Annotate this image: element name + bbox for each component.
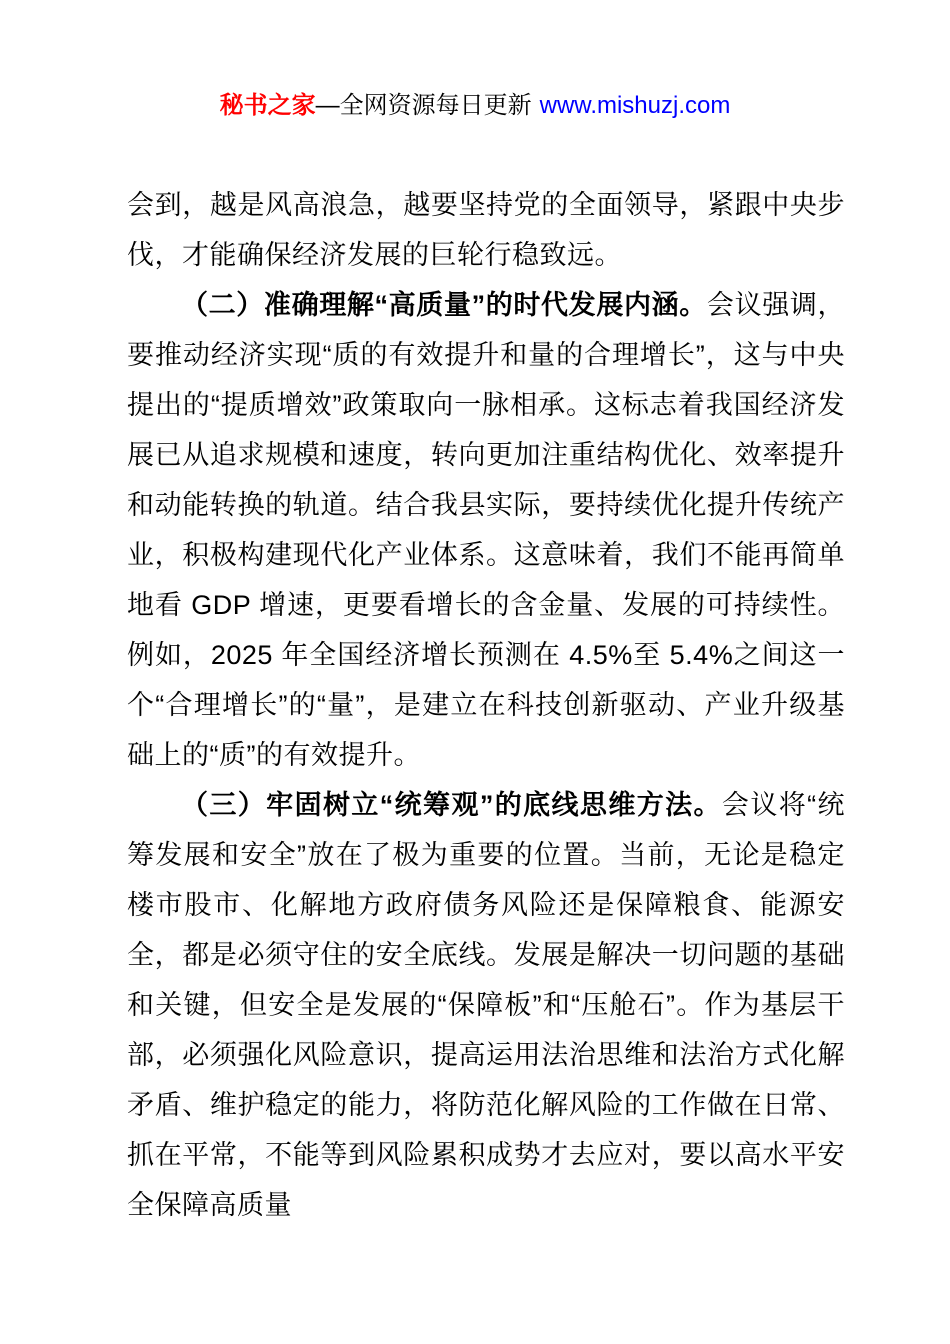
site-name: 秘书之家 [219,92,316,119]
document-body [127,180,845,1230]
paragraph-lead: （二）准确理解“高质量”的时代发展内涵。 [181,290,707,320]
paragraph-lead: （三）牢固树立“统筹观”的底线思维方法。 [181,790,722,820]
paragraph-section-two [127,280,845,780]
page-header [0,88,950,124]
paragraph-text: 会到，越是风高浪急，越要坚持党的全面领导，紧跟中央步伐，才能确保经济发展的巨轮行稳致远。 [127,190,845,270]
site-url-link[interactable]: www.mishuzj.com [539,92,731,119]
paragraph-section-three [127,780,845,1230]
paragraph-continuation [127,180,845,280]
paragraph-text: 会议将“统筹发展和安全”放在了极为重要的位置。当前，无论是稳定楼市股市、化解地方政府债务风险还是保障粮食、能源安全，都是必须守住的安全底线。发展是解决一切问题的基础和关键，但安全是发展的“保障板”和“压舱石”。作为基层干部，必须强化风险意识，提高运用法治思维和法治方式化解矛盾、维护稳定的能力，将防范化解风险的工作做在日常、抓在平常，不能等到风险累积成势才去应对，要以高水平安全保障高质量 [127,790,845,1220]
paragraph-text: 会议强调，要推动经济实现“质的有效提升和量的合理增长”，这与中央提出的“提质增效”政策取向一脉相承。这标志着我国经济发展已从追求规模和速度，转向更加注重结构优化、效率提升和动能转换的轨道。结合我县实际，要持续优化提升传统产业，积极构建现代化产业体系。这意味着，我们不能再简单地看 GDP 增速，更要看增长的含金量、发展的可持续性。例如，2025 年全国经济增长预测在 4.5%至 5.4%之间这一个“合理增长”的“量”，是建立在科技创新驱动、产业升级基础上的“质”的有效提升。 [127,290,846,770]
site-tagline: —全网资源每日更新 [315,92,532,119]
